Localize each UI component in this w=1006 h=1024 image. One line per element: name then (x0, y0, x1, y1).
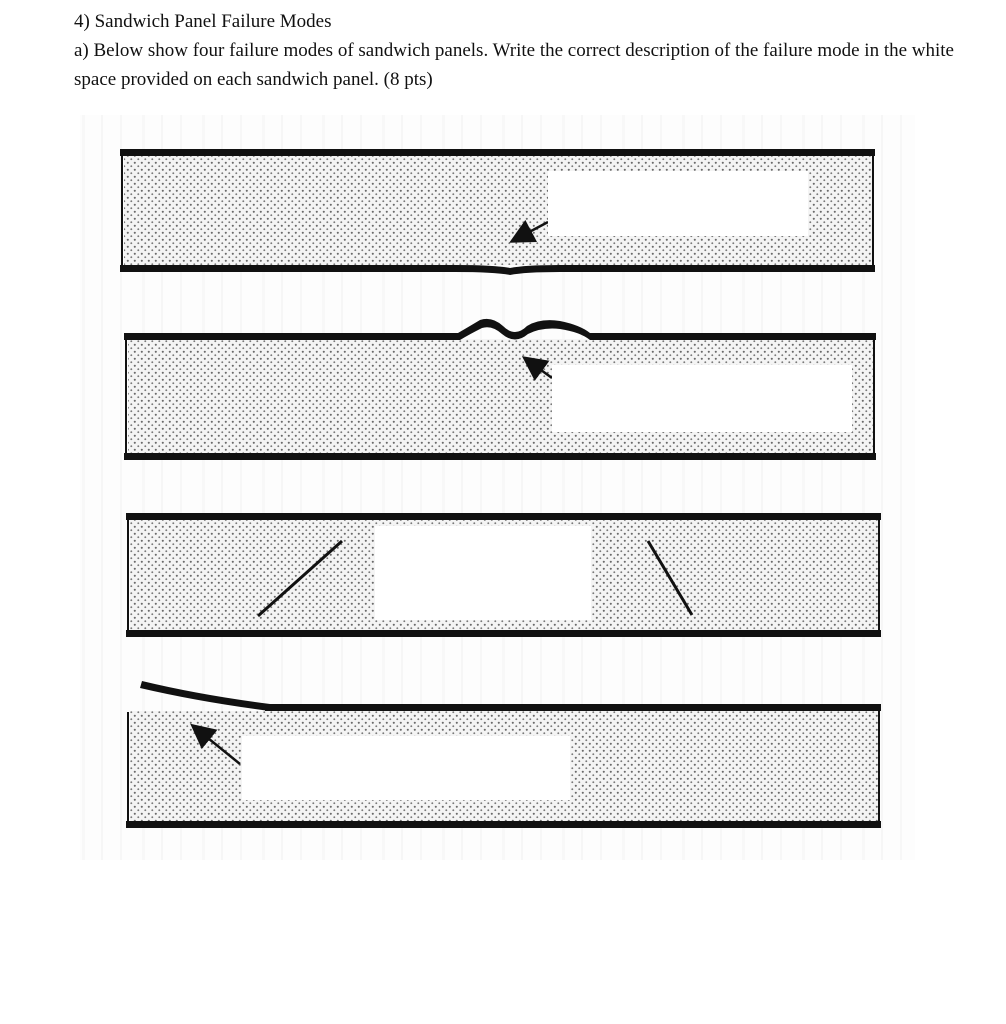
panel-3-answer-box[interactable] (375, 526, 591, 620)
panel-3 (126, 513, 881, 637)
panel-4-answer-box[interactable] (242, 736, 570, 800)
panel-1-top-face (120, 149, 875, 156)
panel-1 (120, 149, 875, 275)
panel-2 (124, 319, 876, 460)
question-text: a) Below show four failure modes of sandwich panels. Write the correct description of the failure mode in the white space provided on each sandwich panel. (8 pts) (74, 40, 954, 90)
panel-2-bottom-face (124, 453, 876, 460)
panel-1-answer-box[interactable] (548, 171, 808, 236)
panel-3-bottom-face (126, 630, 881, 637)
panel-4-top-face (265, 704, 881, 711)
panel-4-bottom-face (126, 821, 881, 828)
panel-2-answer-box[interactable] (552, 365, 852, 432)
panel-3-top-face (126, 513, 881, 520)
section-title: 4) Sandwich Panel Failure Modes (74, 11, 332, 32)
